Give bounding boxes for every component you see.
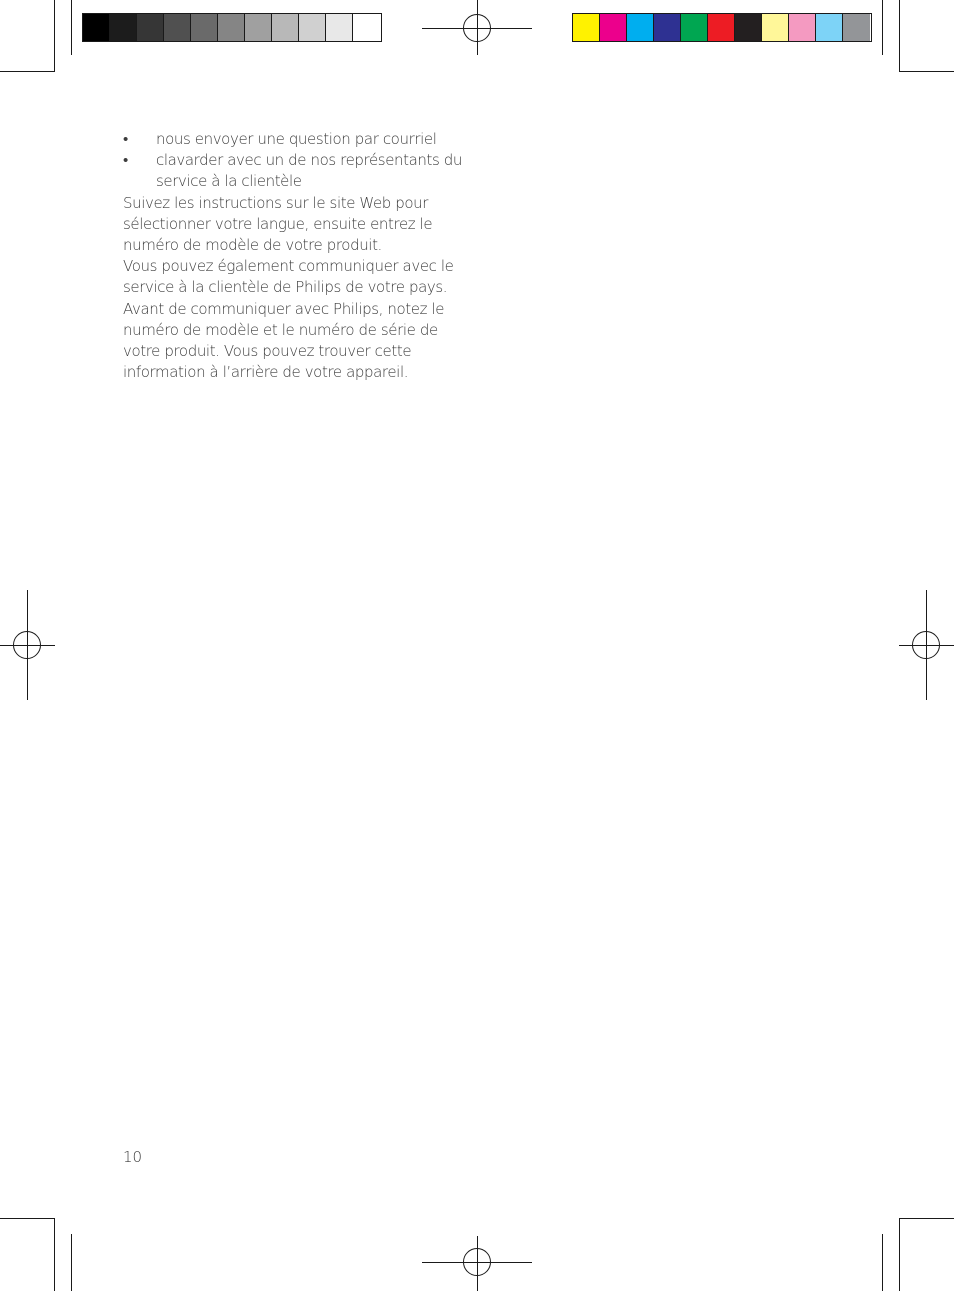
color-swatch — [735, 14, 762, 41]
color-swatch — [83, 14, 110, 41]
page-number: 10 — [123, 1148, 143, 1166]
bullet-dot: • — [123, 151, 128, 170]
bullet-text: nous envoyer une question par courriel — [156, 130, 437, 148]
color-swatch — [272, 14, 299, 41]
grayscale-color-bar — [82, 13, 382, 42]
color-swatch — [627, 14, 654, 41]
color-swatch — [299, 14, 326, 41]
color-swatch — [708, 14, 735, 41]
color-swatch — [110, 14, 137, 41]
color-swatch — [245, 14, 272, 41]
color-swatch — [218, 14, 245, 41]
color-swatch — [326, 14, 353, 41]
color-swatch — [573, 14, 600, 41]
bullet-item — [123, 129, 463, 150]
instructions-paragraph: Suivez les instructions sur le site Web pour sélectionner votre langue, ensuite entrez le numéro de modèle de votre produit. — [123, 193, 433, 255]
bullet-dot: • — [123, 130, 128, 148]
color-swatch — [353, 14, 380, 41]
color-swatch — [681, 14, 708, 41]
color-swatch — [789, 14, 816, 41]
color-swatch — [843, 14, 870, 41]
process-color-bar — [572, 13, 872, 42]
color-swatch — [600, 14, 627, 41]
bullet-text: clavarder avec un de nos représentants du service à la clientèle — [156, 151, 463, 191]
contact-paragraph: Vous pouvez également communiquer avec le service à la clientèle de Philips de votre pays. Avant de communiquer avec Philips, notez le numéro de modèle et le numéro de série de votre produit. Vous pouvez trouver cette information à l’arrière de votre appareil. — [123, 257, 454, 382]
color-swatch — [137, 14, 164, 41]
color-swatch — [191, 14, 218, 41]
color-swatch — [762, 14, 789, 41]
color-swatch — [164, 14, 191, 41]
page-content — [123, 129, 463, 383]
color-swatch — [654, 14, 681, 41]
color-swatch — [816, 14, 843, 41]
bullet-item — [123, 150, 463, 192]
